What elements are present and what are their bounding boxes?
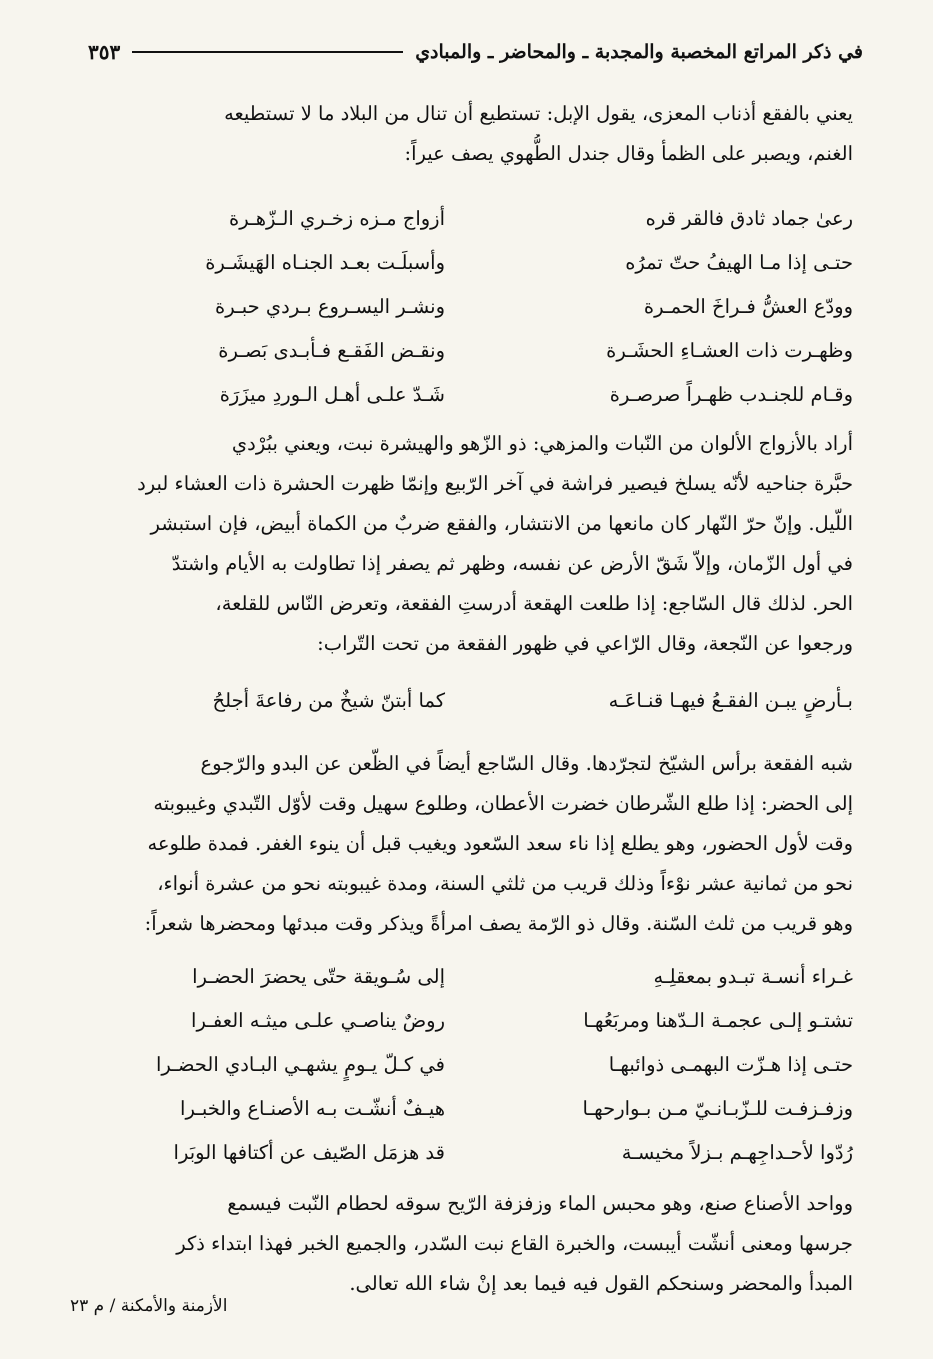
verse [100, 372, 853, 416]
verse [100, 328, 853, 372]
paragraph-1 [80, 94, 853, 174]
verse [100, 1086, 853, 1130]
verse [100, 1130, 853, 1174]
hemistich-first: وزفـزفـت للـزّبـانـيّ مـن بـوارحهـا [582, 1096, 853, 1120]
verse [100, 196, 853, 240]
footer-signature: الأزمنة والأمكنة / م ٢٣ [70, 1296, 228, 1316]
text-line: شبه الفقعة برأس الشيّخ لتجرّدها. وقال السّاجع أيضاً في الظّعن عن البدو والرّجوع [200, 752, 853, 775]
text-line: وواحد الأصناع صنع، وهو محبس الماء وزفزفة الرّيح سوقه لحطام النّبت فيسمع [227, 1192, 853, 1215]
hemistich-second: وأسبلَـت بعـد الجنـاه الهَيشَـرة [205, 250, 445, 274]
verse [100, 954, 853, 998]
hemistich-first: رعىٰ جماد ثادق فالقر قره [645, 206, 853, 230]
hemistich-first: رُدّوا لأحـداجِهـم بـزلاً مخيسـة [621, 1140, 853, 1164]
page-number: ٣٥٣ [88, 40, 121, 64]
hemistich-second: شَـدّ علـى أهـل الـوردِ ميزَرَة [219, 382, 445, 406]
verse [100, 998, 853, 1042]
verse [100, 240, 853, 284]
text-line: يعني بالفقع أذناب المعزى، يقول الإبل: تستطيع أن تنال من البلاد ما لا تستطيعه [224, 102, 853, 125]
text-line: إلى الحضر: إذا طلع الشّرطان خضرت الأعطان، وطلوع سهيل وقت لأوّل التّبدي وغيبوبته [153, 792, 853, 815]
hemistich-first: غـراء أنسـة تبـدو بمعقلِـهِ [653, 964, 853, 988]
hemistich-first: بـأرضٍ يبـن الفقـعُ فيهـا قنـاعَـه [608, 688, 853, 712]
text-line: وقت لأول الحضور، وهو يطلع إذا ناء سعد السّعود ويغيب قبل أن ينوء الغفر. فمدة طلوعه [147, 832, 853, 855]
paragraph-2 [80, 424, 853, 664]
hemistich-first: تشتـو إلـى عجمـة الـدّهنا ومربَعُهـا [583, 1008, 853, 1032]
page-header [88, 32, 863, 72]
text-line: ورجعوا عن النّجعة، وقال الرّاعي في ظهور الفقعة من تحت التّراب: [317, 632, 853, 655]
text-line: وهو قريب من ثلث السّنة. وقال ذو الرّمة يصف امرأةً ويذكر وقت مبدئها ومحضرها شعراً: [144, 912, 853, 935]
paragraph-4 [80, 1184, 853, 1304]
poem-2 [100, 678, 853, 722]
text-line: اللّيل. وإنّ حرّ النّهار كان مانعها من الانتشار، والفقع ضربٌ من الكماة أبيض، فإن استبشر [150, 512, 853, 535]
paragraph-3 [80, 744, 853, 944]
hemistich-first: وقـام للجنـدب ظهـراً صرصـرة [609, 382, 853, 406]
hemistich-second: كما أبتنّ شيخٌ من رفاعةَ أجلحُ [212, 688, 445, 712]
hemistich-second: أزواج مـزه زخـري الـزّهـرة [229, 206, 445, 230]
text-line: أراد بالأزواج الألوان من النّبات والمزهي: ذو الزّهو والهيشرة نبت، ويعني ببُرْدي [231, 432, 853, 455]
hemistich-second: ونشـر اليسـروع بـردي حبـرة [215, 294, 445, 318]
hemistich-second: قد هزمَل الصّيف عن أكتافها الوبَرا [173, 1140, 445, 1164]
text-line: حبَّرة جناحيه لأنّه يسلخ فيصير فراشة في آخر الرّبيع وإنمّا ظهرت الحشرة ذات العشاء لبرد [137, 472, 853, 495]
hemistich-second: إلى سُـويقة حتّى يحضرَ الحضـرا [192, 964, 445, 988]
text-line: في أول الزّمان، وإلاّ شَقّ الأرض عن نفسه، وظهر ثم يصفر إذا تطاولت به الأيام واشتدّ [171, 552, 853, 575]
text-line: جرسها ومعنى أنشّت أيبست، والخبرة القاع نبت السّدر، والجميع الخبر فهذا ابتداء ذكر [176, 1232, 853, 1255]
poem-3 [100, 954, 853, 1174]
verse [100, 284, 853, 328]
hemistich-second: هيـفٌ أنشّـت بـه الأصنـاع والخبـرا [180, 1096, 445, 1120]
poem-1 [100, 196, 853, 416]
hemistich-first: حتـى إذا هـزّت البهمـى ذوائبهـا [608, 1052, 853, 1076]
hemistich-first: وظهـرت ذات العشـاءِ الحشَـرة [606, 338, 853, 362]
hemistich-second: في كـلّ يـومٍ يشهـي البـادي الحضـرا [156, 1052, 445, 1076]
header-rule [132, 51, 403, 53]
hemistich-second: ونقـض الفَقـع فـأبـدى بَصـرة [218, 338, 445, 362]
text-line: الحر. لذلك قال السّاجع: إذا طلعت الهقعة أدرستِ الفقعة، وتعرض النّاس للقلعة، [215, 592, 853, 615]
verse [100, 1042, 853, 1086]
text-line: المبدأ والمحضر وسنحكم القول فيه فيما بعد إنْ شاء الله تعالى. [349, 1272, 853, 1295]
hemistich-second: روضٌ يناصـي علـى ميثـه العفـرا [191, 1008, 445, 1032]
text-line: نحو من ثمانية عشر نوْءاً وذلك قريب من ثلثي السنة، ومدة غيبوبته نحو من عشرة أنواء، [157, 872, 853, 895]
running-title: في ذكر المراتع المخصبة والمجدبة ـ والمحاضر ـ والمبادي [415, 41, 863, 63]
hemistich-first: وودّع العشُّ فـراخَ الحمـرة [643, 294, 853, 318]
text-line: الغنم، ويصبر على الظمأ وقال جندل الطُّهوي يصف عيراً: [404, 142, 853, 165]
verse [100, 678, 853, 722]
hemistich-first: حتـى إذا مـا الهيفُ حتّ تمرُه [625, 250, 853, 274]
